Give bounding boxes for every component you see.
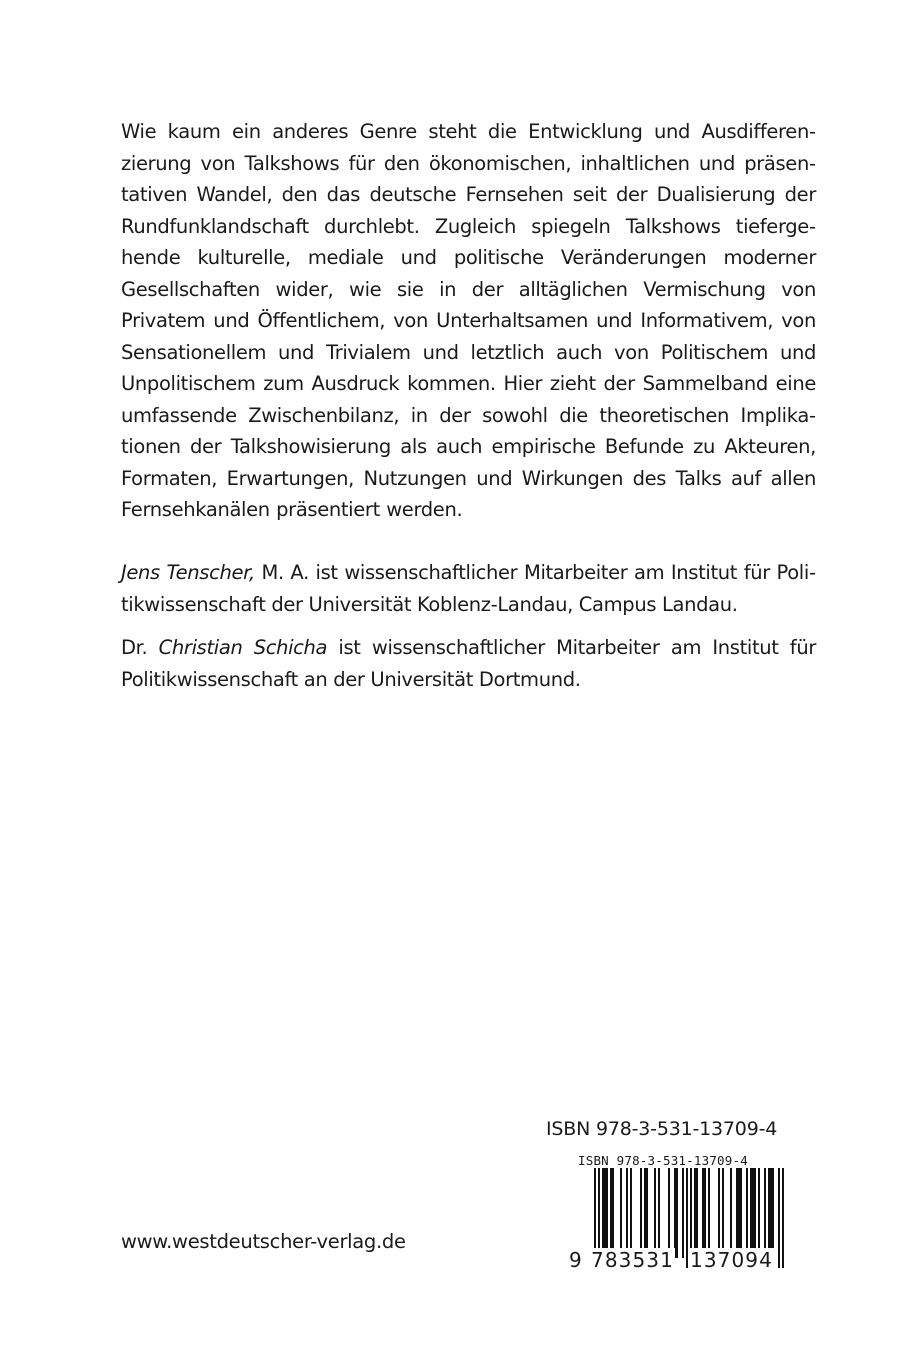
barcode-bar <box>640 1168 642 1258</box>
barcode-bar <box>740 1168 742 1258</box>
barcode-bar <box>750 1168 752 1258</box>
isbn-label: ISBN 978-3-531-13709-4 <box>546 1118 778 1140</box>
barcode-bar <box>772 1168 774 1258</box>
publisher-website: www.westdeutscher-verlag.de <box>121 1230 406 1253</box>
barcode-bar <box>730 1168 732 1258</box>
barcode-bar <box>620 1168 622 1258</box>
barcode-bar <box>758 1168 760 1258</box>
barcode-bar <box>674 1168 676 1258</box>
barcode-bar <box>718 1168 720 1258</box>
barcode-bar <box>722 1168 724 1258</box>
barcode-bar <box>630 1168 632 1258</box>
barcode-bar <box>738 1168 740 1258</box>
author-bio-schicha <box>121 632 816 695</box>
barcode-bar <box>764 1168 766 1258</box>
barcode-bar <box>682 1168 684 1258</box>
barcode-bar <box>770 1168 772 1258</box>
author-bio: ist wissenschaftlicher Mitarbeiter am Institut für Politikwissenschaft an der Universität Dortmund. <box>121 636 816 691</box>
barcode-digit-first: 9 <box>569 1248 582 1272</box>
author-bio: M. A. ist wissenschaftlicher Mitarbeiter am Institut für Politikwissenschaft der Universität Koblenz-Landau, Campus Landau. <box>121 561 816 616</box>
barcode-bar <box>754 1168 756 1258</box>
barcode-bar <box>646 1168 648 1258</box>
barcode-digits-left: 783531 <box>591 1248 674 1272</box>
barcode-bar <box>696 1168 698 1258</box>
barcode-bar <box>658 1168 660 1258</box>
barcode-bar <box>676 1168 678 1258</box>
barcode-bar <box>610 1168 612 1258</box>
blurb-text: Wie kaum ein anderes Genre steht die Entwicklung und Ausdifferenzierung von Talkshows für den ökonomischen, inhaltlichen und präsentativen Wandel, den das deutsche Fernsehen seit der Dualisierung der Rundfunklandschaft durchlebt. Zugleich spiegeln Talkshows tiefergehende kulturelle, mediale und politische Veränderungen moderner Gesellschaften wider, wie sie in der alltäglichen Vermischung von Privatem und Öffentlichem, von Unterhaltsamen und Informativem, von Sensationellem und Trivialem und letztlich auch von Politischem und Unpolitischem zum Ausdruck kommen. Hier zieht der Sammelband eine umfassende Zwischenbilanz, in der sowohl die theoretischen Implikationen der Talkshowisierung als auch empirische Befunde zu Akteuren, Formaten, Erwartungen, Nutzungen und Wirkungen des Talks auf allen Fernsehkanälen präsentiert werden. <box>121 120 816 521</box>
barcode-bar <box>736 1168 738 1258</box>
barcode-bar <box>612 1168 614 1258</box>
barcode-bar <box>606 1168 608 1258</box>
barcode-bar <box>752 1168 754 1258</box>
barcode-digits-right: 137094 <box>690 1248 773 1272</box>
barcode-bar <box>668 1168 670 1258</box>
barcode-bar <box>778 1168 780 1268</box>
barcode-bar <box>768 1168 770 1258</box>
barcode-bar <box>704 1168 706 1258</box>
author-prefix: Dr. <box>121 636 159 659</box>
barcode-bar <box>746 1168 748 1258</box>
barcode-bar <box>702 1168 704 1258</box>
author-name: Jens Tenscher, <box>121 561 255 584</box>
author-bio-tenscher <box>121 557 816 620</box>
barcode-bar <box>694 1168 696 1258</box>
barcode-isbn-caption: ISBN 978-3-531-13709-4 <box>578 1153 748 1168</box>
author-name: Christian Schicha <box>158 636 328 659</box>
barcode-bar <box>686 1168 688 1268</box>
barcode-bar <box>602 1168 604 1258</box>
barcode-bar <box>604 1168 606 1258</box>
barcode-bar <box>654 1168 656 1258</box>
barcode-bar <box>782 1168 784 1268</box>
barcode-bar <box>644 1168 646 1258</box>
barcode-bar <box>708 1168 710 1258</box>
barcode-bar <box>626 1168 628 1258</box>
